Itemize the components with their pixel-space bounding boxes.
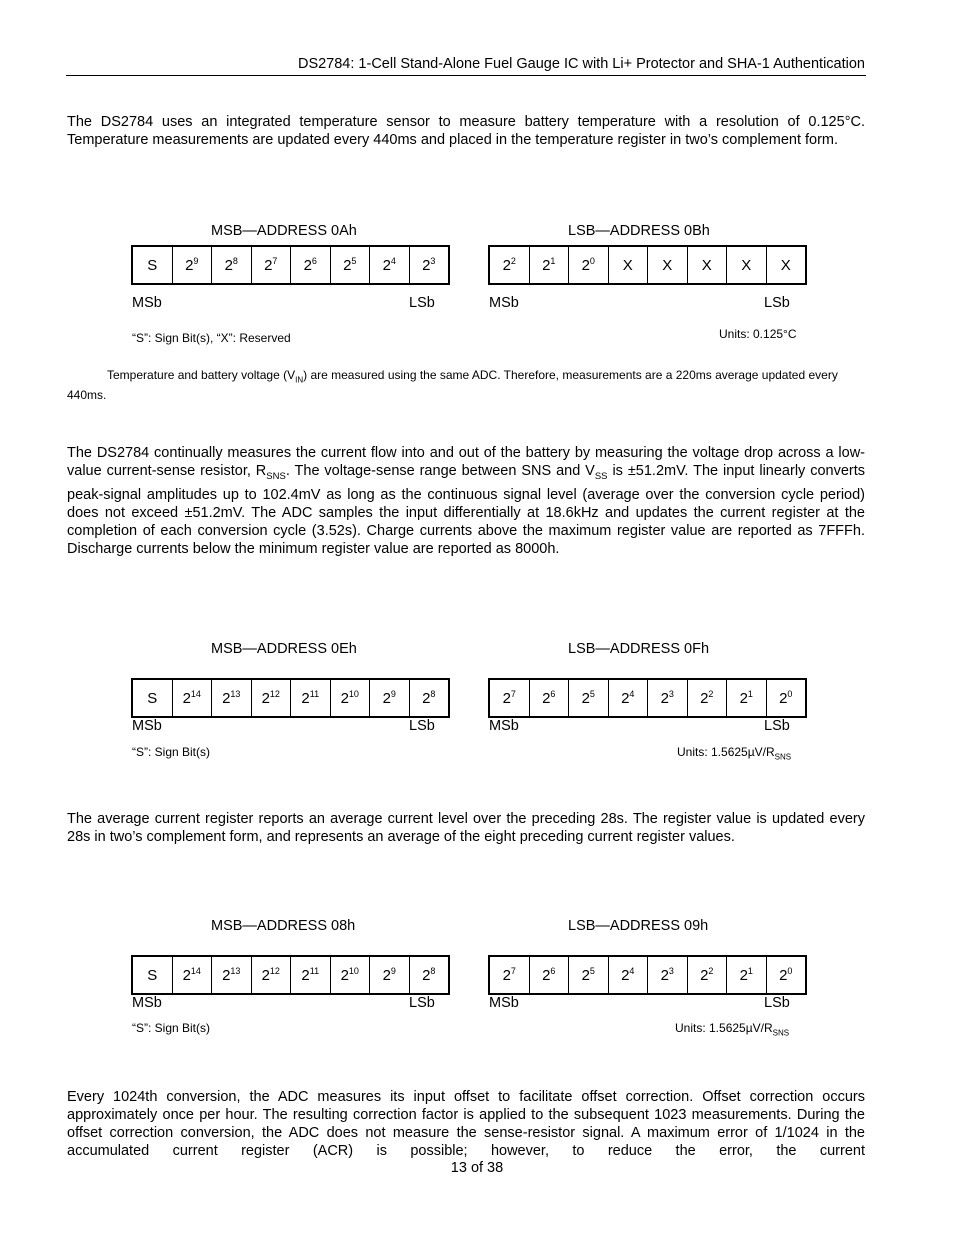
- register-bit-cell: [291, 679, 331, 717]
- temperature-lsb-label: LSB—ADDRESS 0Bh: [568, 223, 710, 239]
- current-text-1: The DS2784 continually measures the current flow into and out of the battery by measuring the voltage drop across a low-value current-sense resistor, R: [67, 445, 865, 479]
- note-text-end: ) are measured using the same ADC. Therefore, measurements are a 220ms average updated every 440ms.: [67, 368, 838, 402]
- bit-base: X: [662, 256, 673, 274]
- bit-base: 2: [660, 966, 669, 984]
- current-text-3: is ±51.2mV. The input linearly converts peak-signal amplitudes up to 102.4mV as long as the continuous signal level (average over the conversion cycle period) does not exceed ±51.2mV. The ADC samples the input differentially at 18.6kHz and updates the current register at the completion of each conversion cycle (3.52s). Charge currents above the maximum register value are reported as 7FFFh. Discharge currents below the minimum register value are reported as 8000h.: [67, 463, 865, 557]
- register-bit-cell: [251, 246, 291, 284]
- register-bit-cell: [687, 956, 727, 994]
- bit-exponent: 4: [390, 255, 396, 266]
- average-current-lsb-lsb-label: LSb: [764, 995, 790, 1011]
- register-bit-cell: [529, 679, 569, 717]
- bit-exponent: 13: [230, 965, 241, 976]
- bit-exponent: 1: [550, 255, 556, 266]
- temperature-units: Units: 0.125°C: [719, 327, 797, 341]
- current-paragraph: [67, 444, 865, 558]
- units-subscript: SNS: [774, 752, 792, 762]
- bit-base: 2: [739, 966, 748, 984]
- register-bit-cell: [409, 956, 449, 994]
- bit-base: 2: [303, 256, 312, 274]
- bit-exponent: 13: [230, 688, 241, 699]
- current-msb-label: MSB—ADDRESS 0Eh: [211, 641, 357, 657]
- bit-exponent: 1: [747, 688, 753, 699]
- register-bit-cell: [291, 956, 331, 994]
- temperature-lsb-register: [488, 245, 807, 285]
- vss-subscript: SS: [594, 470, 608, 482]
- bit-base: S: [147, 256, 158, 274]
- bit-exponent: 6: [550, 688, 556, 699]
- bit-exponent: 2: [708, 688, 714, 699]
- average-current-lsb-register: [488, 955, 807, 995]
- bit-base: 2: [422, 256, 431, 274]
- register-row: [132, 679, 449, 717]
- bit-base: 2: [581, 256, 590, 274]
- register-bit-cell: [330, 679, 370, 717]
- bit-base: 2: [261, 966, 270, 984]
- register-bit-cell: [489, 679, 529, 717]
- average-current-msb-lsb-label: LSb: [409, 995, 435, 1011]
- bit-exponent: 2: [510, 255, 516, 266]
- bit-base: 2: [542, 256, 551, 274]
- bit-exponent: 0: [787, 965, 793, 976]
- bit-exponent: 11: [309, 965, 320, 976]
- current-legend: “S”: Sign Bit(s): [132, 745, 211, 759]
- bit-exponent: 14: [190, 965, 201, 976]
- bit-exponent: 9: [390, 965, 396, 976]
- current-lsb-register: [488, 678, 807, 718]
- register-row: [132, 246, 449, 284]
- document-header-title: DS2784: 1-Cell Stand-Alone Fuel Gauge IC with Li+ Protector and SHA-1 Authentication: [297, 56, 865, 72]
- register-bit-cell: [766, 246, 806, 284]
- register-bit-cell: [172, 679, 212, 717]
- temperature-msb-msb-label: MSb: [132, 295, 162, 311]
- register-bit-cell: [291, 246, 331, 284]
- register-bit-cell: [330, 246, 370, 284]
- bit-exponent: 5: [589, 965, 595, 976]
- register-bit-cell: [608, 956, 648, 994]
- register-bit-cell: [648, 679, 688, 717]
- temperature-lsb-lsb-label: LSb: [764, 295, 790, 311]
- bit-base: 2: [700, 966, 709, 984]
- register-row: [489, 246, 806, 284]
- bit-base: 2: [422, 689, 431, 707]
- bit-exponent: 3: [668, 965, 674, 976]
- temperature-lsb-msb-label: MSb: [489, 295, 519, 311]
- register-bit-cell: [569, 246, 609, 284]
- units-text: Units: 1.5625µV/R: [677, 745, 775, 759]
- temperature-msb-register: [131, 245, 450, 285]
- bit-base: X: [741, 256, 752, 274]
- bit-exponent: 0: [589, 255, 595, 266]
- bit-base: 2: [542, 689, 551, 707]
- register-bit-cell: [608, 679, 648, 717]
- temperature-note: [67, 368, 865, 403]
- register-bit-cell: [409, 679, 449, 717]
- bit-base: S: [147, 689, 158, 707]
- bit-base: 2: [422, 966, 431, 984]
- temperature-legend: “S”: Sign Bit(s), “X”: Reserved: [132, 331, 291, 345]
- register-bit-cell: [172, 246, 212, 284]
- register-bit-cell: [370, 679, 410, 717]
- bit-exponent: 9: [193, 255, 199, 266]
- current-lsb-lsb-label: LSb: [764, 718, 790, 734]
- current-msb-register: [131, 678, 450, 718]
- average-current-msb-msb-label: MSb: [132, 995, 162, 1011]
- current-text-2: . The voltage-sense range between SNS and V: [285, 463, 595, 479]
- bit-exponent: 6: [311, 255, 317, 266]
- units-subscript: SNS: [772, 1028, 790, 1038]
- register-bit-cell: [212, 246, 252, 284]
- register-bit-cell: [251, 679, 291, 717]
- register-bit-cell: [132, 246, 172, 284]
- bit-exponent: 12: [269, 688, 280, 699]
- register-bit-cell: [648, 246, 688, 284]
- note-subscript: IN: [295, 375, 304, 385]
- bit-base: X: [701, 256, 712, 274]
- bit-base: 2: [739, 689, 748, 707]
- register-bit-cell: [489, 956, 529, 994]
- register-bit-cell: [370, 246, 410, 284]
- units-text: Units: 1.5625µV/R: [675, 1021, 773, 1035]
- register-row: [489, 679, 806, 717]
- bit-base: 2: [581, 966, 590, 984]
- bit-base: 2: [224, 256, 233, 274]
- note-text: Temperature and battery voltage (V: [107, 368, 296, 382]
- bit-exponent: 8: [232, 255, 238, 266]
- register-bit-cell: [569, 679, 609, 717]
- register-bit-cell: [727, 246, 767, 284]
- register-bit-cell: [132, 679, 172, 717]
- bit-base: 2: [542, 966, 551, 984]
- temperature-msb-lsb-label: LSb: [409, 295, 435, 311]
- average-current-msb-label: MSB—ADDRESS 08h: [211, 918, 356, 934]
- temperature-paragraph: The DS2784 uses an integrated temperature sensor to measure battery temperature with a resolution of 0.125°C. Temperature measurements are updated every 440ms and placed in the temperature register in two’s complement form.: [67, 114, 865, 148]
- current-lsb-msb-label: MSb: [489, 718, 519, 734]
- temperature-msb-label: MSB—ADDRESS 0Ah: [211, 223, 357, 239]
- register-bit-cell: [727, 679, 767, 717]
- bit-base: 2: [222, 966, 231, 984]
- bit-base: 2: [301, 966, 310, 984]
- register-bit-cell: [132, 956, 172, 994]
- rsns-subscript: SNS: [266, 470, 286, 482]
- bit-base: 2: [261, 689, 270, 707]
- bit-exponent: 14: [190, 688, 201, 699]
- page-number: 13 of 38: [450, 1160, 504, 1176]
- average-current-paragraph: The average current register reports an average current level over the preceding 28s. The register value is updated every 28s in two’s complement form, and represents an average of the eight preceding current register values.: [67, 811, 865, 845]
- average-current-msb-register: [131, 955, 450, 995]
- register-bit-cell: [212, 956, 252, 994]
- bit-base: 2: [621, 689, 630, 707]
- current-msb-msb-label: MSb: [132, 718, 162, 734]
- bit-exponent: 11: [309, 688, 320, 699]
- bit-exponent: 8: [430, 965, 436, 976]
- bit-exponent: 6: [550, 965, 556, 976]
- bit-exponent: 7: [510, 965, 516, 976]
- bit-exponent: 7: [510, 688, 516, 699]
- bit-base: 2: [502, 256, 511, 274]
- bit-base: 2: [621, 966, 630, 984]
- bit-exponent: 3: [430, 255, 436, 266]
- bit-exponent: 2: [708, 965, 714, 976]
- bit-base: 2: [700, 689, 709, 707]
- bit-base: 2: [382, 256, 391, 274]
- average-current-units: [675, 1021, 789, 1037]
- bit-base: 2: [222, 689, 231, 707]
- bit-base: 2: [340, 966, 349, 984]
- bit-base: S: [147, 966, 158, 984]
- bit-base: 2: [382, 966, 391, 984]
- header-rule: [66, 75, 866, 76]
- register-bit-cell: [648, 956, 688, 994]
- register-bit-cell: [172, 956, 212, 994]
- register-bit-cell: [727, 956, 767, 994]
- register-bit-cell: [489, 246, 529, 284]
- average-current-legend: “S”: Sign Bit(s): [132, 1021, 211, 1035]
- register-bit-cell: [529, 956, 569, 994]
- bit-exponent: 4: [629, 688, 635, 699]
- bit-base: 2: [581, 689, 590, 707]
- register-bit-cell: [687, 679, 727, 717]
- bit-base: 2: [340, 689, 349, 707]
- current-lsb-label: LSB—ADDRESS 0Fh: [568, 641, 710, 657]
- bit-base: 2: [660, 689, 669, 707]
- bit-exponent: 5: [589, 688, 595, 699]
- register-row: [132, 956, 449, 994]
- register-bit-cell: [687, 246, 727, 284]
- bit-exponent: 12: [269, 965, 280, 976]
- bit-exponent: 0: [787, 688, 793, 699]
- bit-exponent: 5: [351, 255, 357, 266]
- bit-base: X: [622, 256, 633, 274]
- register-bit-cell: [608, 246, 648, 284]
- bit-base: 2: [343, 256, 352, 274]
- register-bit-cell: [251, 956, 291, 994]
- bit-exponent: 10: [348, 965, 359, 976]
- bit-base: 2: [182, 966, 191, 984]
- register-bit-cell: [370, 956, 410, 994]
- bit-exponent: 1: [747, 965, 753, 976]
- bit-exponent: 4: [629, 965, 635, 976]
- bit-base: 2: [502, 689, 511, 707]
- register-bit-cell: [330, 956, 370, 994]
- bit-base: 2: [185, 256, 194, 274]
- register-bit-cell: [766, 956, 806, 994]
- offset-paragraph: Every 1024th conversion, the ADC measures its input offset to facilitate offset correction. Offset correction occurs approximately once per hour. The resulting correction factor is applied to the subsequent 1023 measurements. During the offset correction conversion, the ADC does not measure the sense-resistor signal. A maximum error of 1/1024 in the accumulated current register (ACR) is possible; however, to reduce the error, the current: [67, 1089, 865, 1159]
- register-bit-cell: [529, 246, 569, 284]
- bit-base: 2: [779, 689, 788, 707]
- bit-base: 2: [779, 966, 788, 984]
- average-current-lsb-label: LSB—ADDRESS 09h: [568, 918, 709, 934]
- bit-base: 2: [301, 689, 310, 707]
- bit-exponent: 8: [430, 688, 436, 699]
- register-row: [489, 956, 806, 994]
- bit-base: 2: [264, 256, 273, 274]
- bit-base: 2: [182, 689, 191, 707]
- bit-exponent: 7: [272, 255, 278, 266]
- bit-base: X: [780, 256, 791, 274]
- bit-exponent: 3: [668, 688, 674, 699]
- register-bit-cell: [766, 679, 806, 717]
- bit-exponent: 9: [390, 688, 396, 699]
- bit-exponent: 10: [348, 688, 359, 699]
- register-bit-cell: [569, 956, 609, 994]
- average-current-lsb-msb-label: MSb: [489, 995, 519, 1011]
- register-bit-cell: [409, 246, 449, 284]
- current-units: [677, 745, 791, 761]
- register-bit-cell: [212, 679, 252, 717]
- current-msb-lsb-label: LSb: [409, 718, 435, 734]
- bit-base: 2: [382, 689, 391, 707]
- bit-base: 2: [502, 966, 511, 984]
